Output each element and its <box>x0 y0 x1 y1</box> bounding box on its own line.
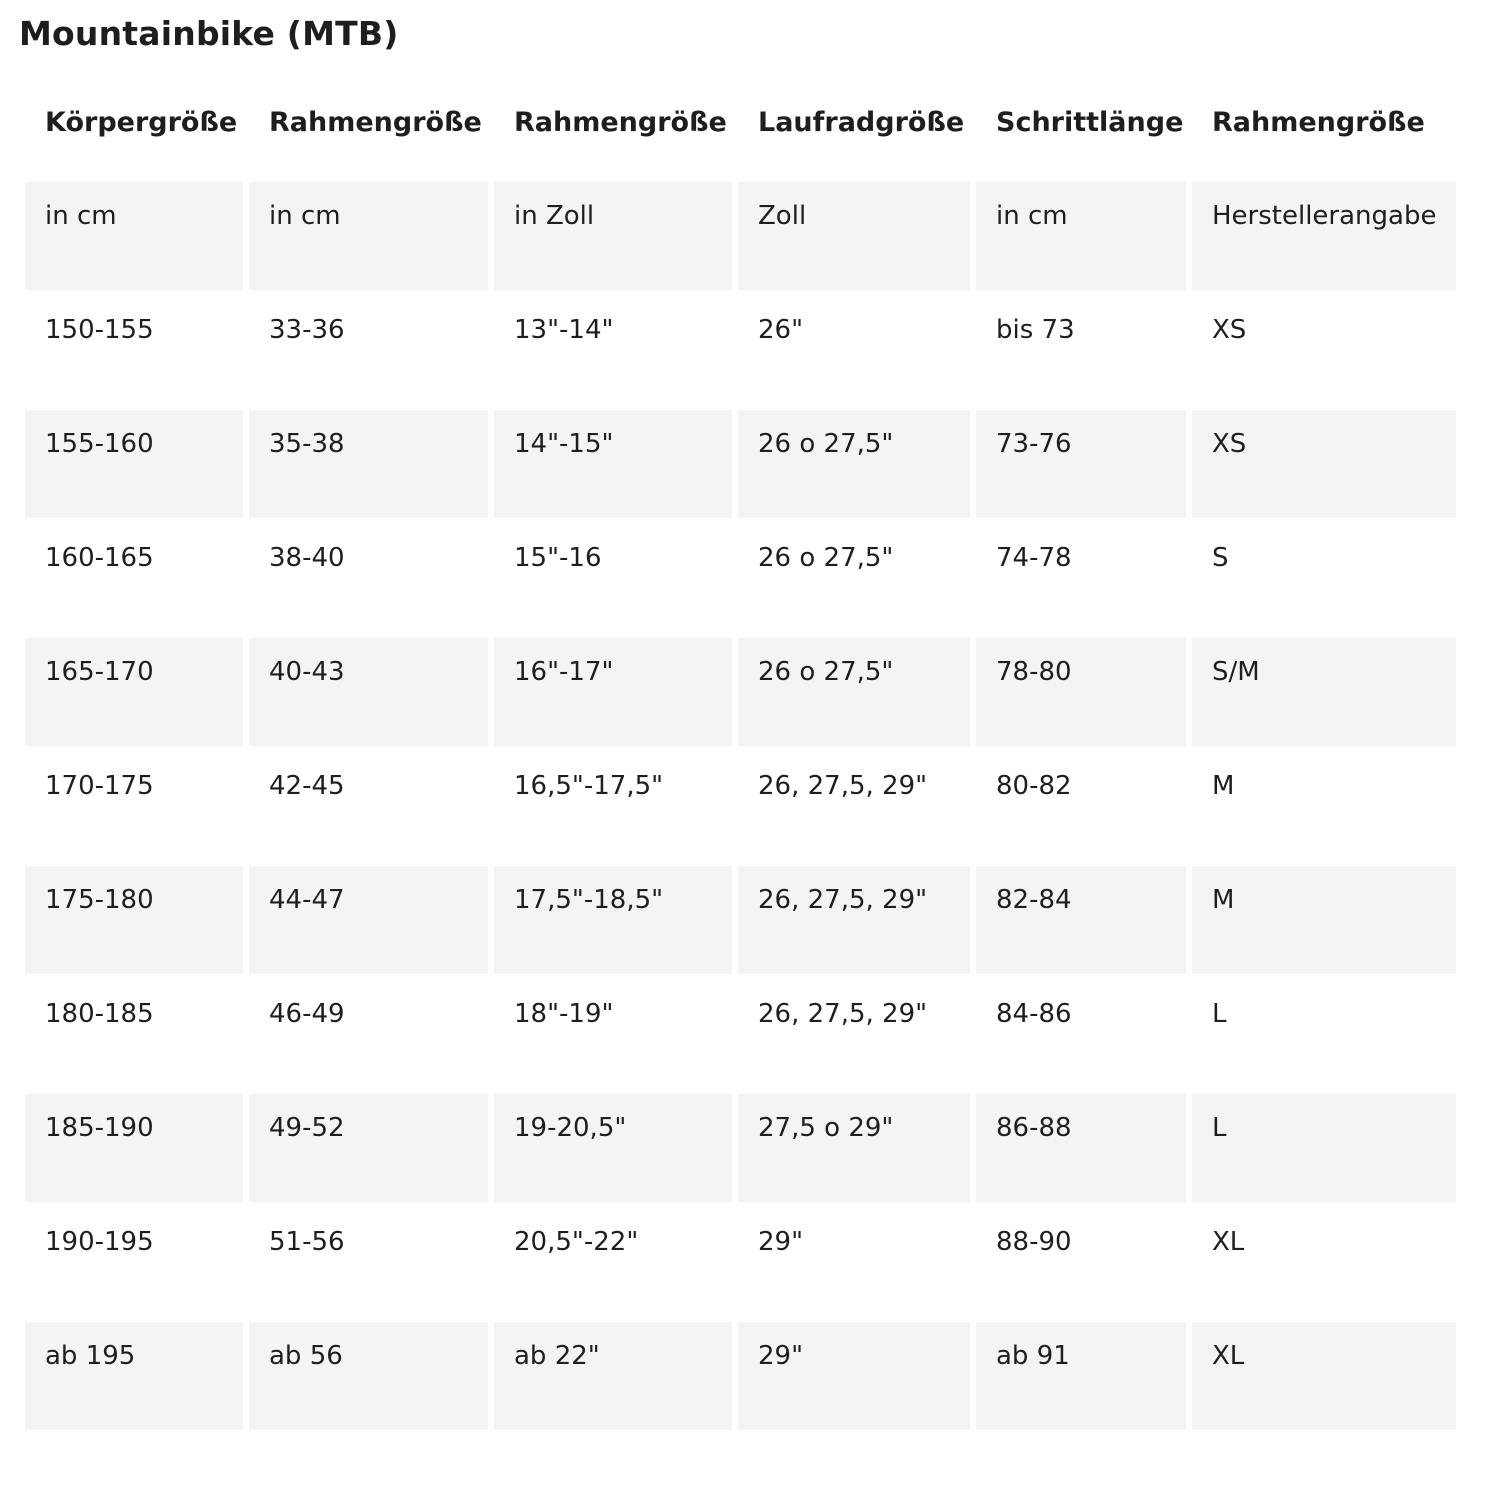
table-row <box>25 524 1456 632</box>
table-cell: 26, 27,5, 29" <box>738 980 970 1088</box>
table-cell: 16,5"-17,5" <box>494 752 732 860</box>
table-cell: XL <box>1192 1208 1456 1316</box>
table-cell: 14"-15" <box>494 410 732 518</box>
table-cell: 51-56 <box>249 1208 488 1316</box>
table-cell: 80-82 <box>976 752 1186 860</box>
table-row <box>25 296 1456 404</box>
table-cell: 78-80 <box>976 638 1186 746</box>
table-cell: in Zoll <box>494 182 732 290</box>
table-cell: ab 91 <box>976 1322 1186 1430</box>
table-cell: L <box>1192 980 1456 1088</box>
table-cell: 46-49 <box>249 980 488 1088</box>
header-rahmengroesse-cm: Rahmengröße <box>269 107 482 138</box>
table-cell: L <box>1192 1094 1456 1202</box>
table-cell: 26, 27,5, 29" <box>738 866 970 974</box>
table-cell: 160-165 <box>25 524 243 632</box>
table-row <box>25 980 1456 1088</box>
table-cell: 40-43 <box>249 638 488 746</box>
table-cell: 150-155 <box>25 296 243 404</box>
header-rahmengroesse-hersteller: Rahmengröße <box>1212 107 1425 138</box>
table-cell: 15"-16 <box>494 524 732 632</box>
table-cell: 190-195 <box>25 1208 243 1316</box>
table-row <box>25 866 1456 974</box>
table-cell: 42-45 <box>249 752 488 860</box>
table-row <box>25 752 1456 860</box>
table-cell: XL <box>1192 1322 1456 1430</box>
table-cell: 20,5"-22" <box>494 1208 732 1316</box>
units-row <box>25 182 1456 290</box>
page-title: Mountainbike (MTB) <box>19 14 399 53</box>
table-cell: XS <box>1192 410 1456 518</box>
table-cell: 175-180 <box>25 866 243 974</box>
table-cell: 33-36 <box>249 296 488 404</box>
table-cell: S/M <box>1192 638 1456 746</box>
table-cell: ab 56 <box>249 1322 488 1430</box>
table-row <box>25 638 1456 746</box>
table-cell: 170-175 <box>25 752 243 860</box>
table-cell: ab 22" <box>494 1322 732 1430</box>
table-cell: Zoll <box>738 182 970 290</box>
table-cell: 19-20,5" <box>494 1094 732 1202</box>
table-cell: 26 o 27,5" <box>738 524 970 632</box>
table-cell: 16"-17" <box>494 638 732 746</box>
table-cell: 155-160 <box>25 410 243 518</box>
table-cell: 44-47 <box>249 866 488 974</box>
table-cell: ab 195 <box>25 1322 243 1430</box>
table-cell: 26 o 27,5" <box>738 638 970 746</box>
table-cell: 18"-19" <box>494 980 732 1088</box>
table-row <box>25 1094 1456 1202</box>
table-cell: 84-86 <box>976 980 1186 1088</box>
table-cell: 27,5 o 29" <box>738 1094 970 1202</box>
header-rahmengroesse-zoll: Rahmengröße <box>514 107 727 138</box>
table-cell: in cm <box>25 182 243 290</box>
table-cell: 185-190 <box>25 1094 243 1202</box>
table-cell: Herstellerangabe <box>1192 182 1456 290</box>
table-cell: 26, 27,5, 29" <box>738 752 970 860</box>
table-cell: M <box>1192 752 1456 860</box>
table-cell: 86-88 <box>976 1094 1186 1202</box>
table-cell: 26" <box>738 296 970 404</box>
table-row <box>25 1208 1456 1316</box>
mtb-size-table <box>19 62 1462 1436</box>
table-cell: in cm <box>249 182 488 290</box>
table-row <box>25 1322 1456 1430</box>
table-cell: 73-76 <box>976 410 1186 518</box>
table-cell: in cm <box>976 182 1186 290</box>
header-koerpergroesse: Körpergröße <box>45 107 238 138</box>
table-cell: 26 o 27,5" <box>738 410 970 518</box>
header-schrittlaenge: Schrittlänge <box>996 107 1184 138</box>
table-cell: XS <box>1192 296 1456 404</box>
table-cell: 74-78 <box>976 524 1186 632</box>
table-cell: 29" <box>738 1322 970 1430</box>
table-cell: 29" <box>738 1208 970 1316</box>
table-cell: S <box>1192 524 1456 632</box>
table-cell: 13"-14" <box>494 296 732 404</box>
table-cell: 82-84 <box>976 866 1186 974</box>
table-cell: M <box>1192 866 1456 974</box>
table-cell: 38-40 <box>249 524 488 632</box>
table-cell: 35-38 <box>249 410 488 518</box>
header-row <box>25 68 1456 176</box>
table-cell: bis 73 <box>976 296 1186 404</box>
header-laufradgroesse: Laufradgröße <box>758 107 965 138</box>
table-cell: 180-185 <box>25 980 243 1088</box>
table-cell: 49-52 <box>249 1094 488 1202</box>
table-row <box>25 410 1456 518</box>
table-cell: 88-90 <box>976 1208 1186 1316</box>
table-cell: 165-170 <box>25 638 243 746</box>
table-cell: 17,5"-18,5" <box>494 866 732 974</box>
